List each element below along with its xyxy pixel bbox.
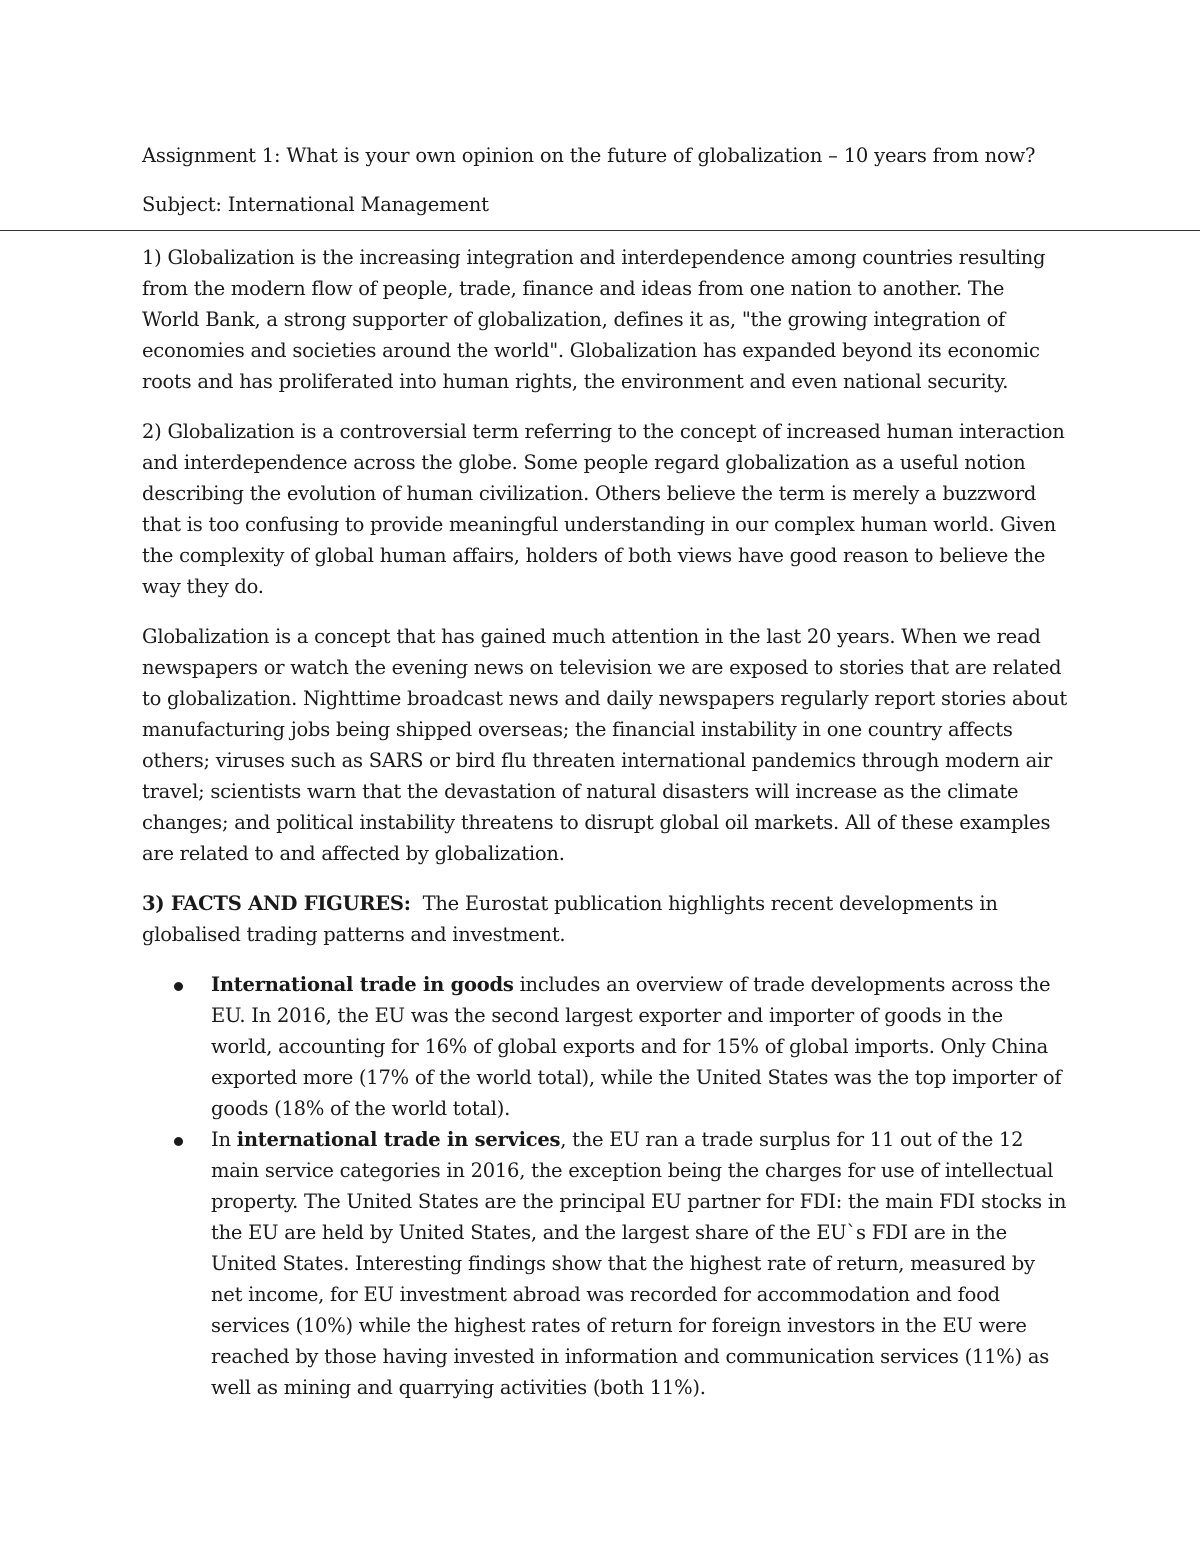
bullet-icon xyxy=(174,982,183,991)
facts-bullet-list xyxy=(142,969,1067,1403)
facts-paragraph xyxy=(142,888,1067,950)
document-body xyxy=(142,242,1067,1403)
bullet-2-text: , the EU ran a trade surplus for 11 out of the 12 main service categories in 2016, the exception being the charges for use of intellectual property. The United States are the principal EU partner for FDI: the main FDI stocks in the EU are held by United States, and the largest share of the EU`s FDI are in the United States. Interesting findings show that the highest rate of return, measured by net income, for EU investment abroad was recorded for accommodation and food services (10%) while the highest rates of return for foreign investors in the EU were reached by those having invested in information and communication services (11%) as well as mining and quarrying activities (both 11%). xyxy=(211,1128,1067,1399)
paragraph-1: 1) Globalization is the increasing integration and interdependence among countries resulting from the modern flow of people, trade, finance and ideas from one nation to another. The World Bank, a strong supporter of globalization, defines it as, "the growing integration of economies and societies around the world". Globalization has expanded beyond its economic roots and has proliferated into human rights, the environment and even national security. xyxy=(142,246,1046,393)
facts-text: The Eurostat publication highlights recent developments in globalised trading patterns and investment. xyxy=(142,892,998,946)
bullet-2-prefix: In xyxy=(211,1128,237,1151)
list-item xyxy=(211,1124,1067,1403)
horizontal-divider xyxy=(0,230,1200,231)
bullet-1-heading: International trade in goods xyxy=(211,973,514,996)
paragraph-3: Globalization is a concept that has gained much attention in the last 20 years. When we read newspapers or watch the evening news on television we are exposed to stories that are related to globalization. Nighttime broadcast news and daily newspapers regularly report stories about manufacturing jobs being shipped overseas; the financial instability in one country affects others; viruses such as SARS or bird flu threaten international pandemics through modern air travel; scientists warn that the devastation of natural disasters will increase as the climate changes; and political instability threatens to disrupt global oil markets. All of these examples are related to and affected by globalization. xyxy=(142,625,1067,865)
bullet-1-text: includes an overview of trade developments across the EU. In 2016, the EU was the second largest exporter and importer of goods in the world, accounting for 16% of global exports and for 15% of global imports. Only China exported more (17% of the world total), while the United States was the top importer of goods (18% of the world total). xyxy=(211,973,1062,1120)
bullet-icon xyxy=(174,1137,183,1146)
list-item xyxy=(211,969,1067,1124)
paragraph-2: 2) Globalization is a controversial term referring to the concept of increased human interaction and interdependence across the globe. Some people regard globalization as a useful notion describing the evolution of human civilization. Others believe the term is merely a buzzword that is too confusing to provide meaningful understanding in our complex human world. Given the complexity of global human affairs, holders of both views have good reason to believe the way they do. xyxy=(142,420,1065,598)
facts-heading: 3) FACTS AND FIGURES: xyxy=(142,892,411,915)
document-header xyxy=(142,143,1142,241)
bullet-2-heading: international trade in services xyxy=(236,1128,561,1151)
subject-line: Subject: International Management xyxy=(142,193,489,216)
assignment-title: Assignment 1: What is your own opinion on the future of globalization – 10 years from now? xyxy=(142,144,1036,167)
